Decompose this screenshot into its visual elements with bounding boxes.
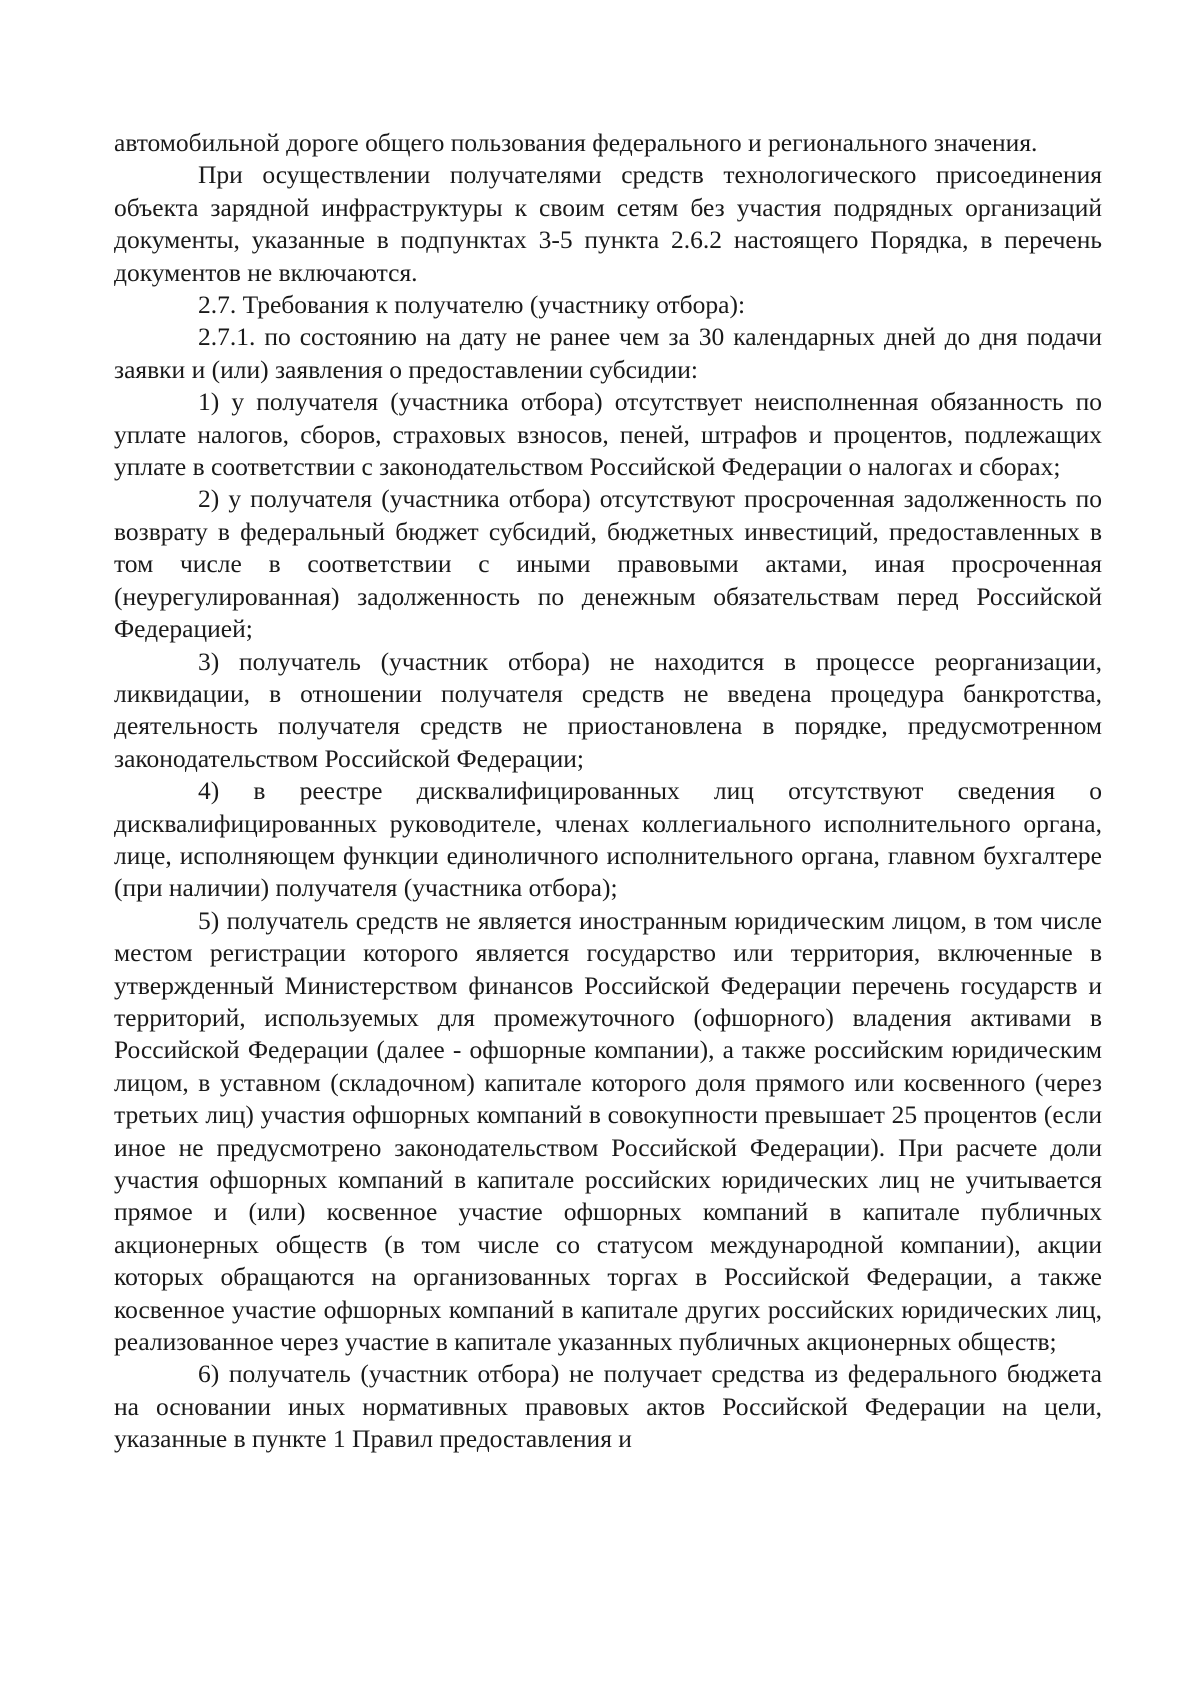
paragraph-item-5: 5) получатель средств не является иностранным юридическим лицом, в том числе местом регистрации которого является государство или территория, включенные в утвержденный Министерством финансов Российской Федерации перечень государств и территорий, используемых для промежуточного (офшорного) владения активами в Российской Федерации (далее - офшорные компании), а также российским юридическим лицом, в уставном (складочном) капитале которого доля прямого или косвенного (через третьих лиц) участия офшорных компаний в совокупности превышает 25 процентов (если иное не предусмотрено законодательством Российской Федерации). При расчете доли участия офшорных компаний в капитале российских юридических лиц не учитывается прямое и (или) косвенное участие офшорных компаний в капитале публичных акционерных обществ (в том числе со статусом международной компании), акции которых обращаются на организованных торгах в Российской Федерации, а также косвенное участие офшорных компаний в капитале других российских юридических лиц, реализованное через участие в капитале указанных публичных акционерных обществ; bbox=[114, 905, 1102, 1357]
paragraph-road-significance: автомобильной дороге общего пользования федерального и регионального значения. bbox=[114, 128, 1038, 157]
paragraph-item-3: 3) получатель (участник отбора) не находится в процессе реорганизации, ликвидации, в отношении получателя средств не введена процедура банкротства, деятельность получателя средств не приостановлена в порядке, предусмотренном законодательством Российской Федерации; bbox=[114, 646, 1102, 773]
paragraph-item-2: 2) у получателя (участника отбора) отсутствуют просроченная задолженность по возврату в федеральный бюджет субсидий, бюджетных инвестиций, предоставленных в том числе в соответствии с иными правовыми актами, иная просроченная (неурегулированная) задолженность по денежным обязательствам перед Российской Федерацией; bbox=[114, 484, 1102, 644]
paragraph-tech-connection: При осуществлении получателями средств технологического присоединения объекта зарядной инфраструктуры к своим сетям без участия подрядных организаций документы, указанные в подпунктах 3-5 пункта 2.6.2 настоящего Порядка, в перечень документов не включаются. bbox=[114, 160, 1102, 287]
paragraph-item-4: 4) в реестре дисквалифицированных лиц отсутствуют сведения о дисквалифицированных руководителе, членах коллегиального исполнительного органа, лице, исполняющем функции единоличного исполнительного органа, главном бухгалтере (при наличии) получателя (участника отбора); bbox=[114, 776, 1102, 903]
document-body bbox=[114, 127, 1102, 1456]
paragraph-section-2-7: 2.7. Требования к получателю (участнику отбора): bbox=[198, 290, 746, 320]
paragraph-item-6: 6) получатель (участник отбора) не получает средства из федерального бюджета на основании иных нормативных правовых актов Российской Федерации на цели, указанные в пункте 1 Правил предоставления и bbox=[114, 1359, 1102, 1454]
paragraph-section-2-7-1: 2.7.1. по состоянию на дату не ранее чем за 30 календарных дней до дня подачи заявки и (или) заявления о предоставлении субсидии: bbox=[114, 322, 1102, 384]
paragraph-item-1: 1) у получателя (участника отбора) отсутствует неисполненная обязанность по уплате налогов, сборов, страховых взносов, пеней, штрафов и процентов, подлежащих уплате в соответствии с законодательством Российской Федерации о налогах и сборах; bbox=[114, 387, 1102, 482]
